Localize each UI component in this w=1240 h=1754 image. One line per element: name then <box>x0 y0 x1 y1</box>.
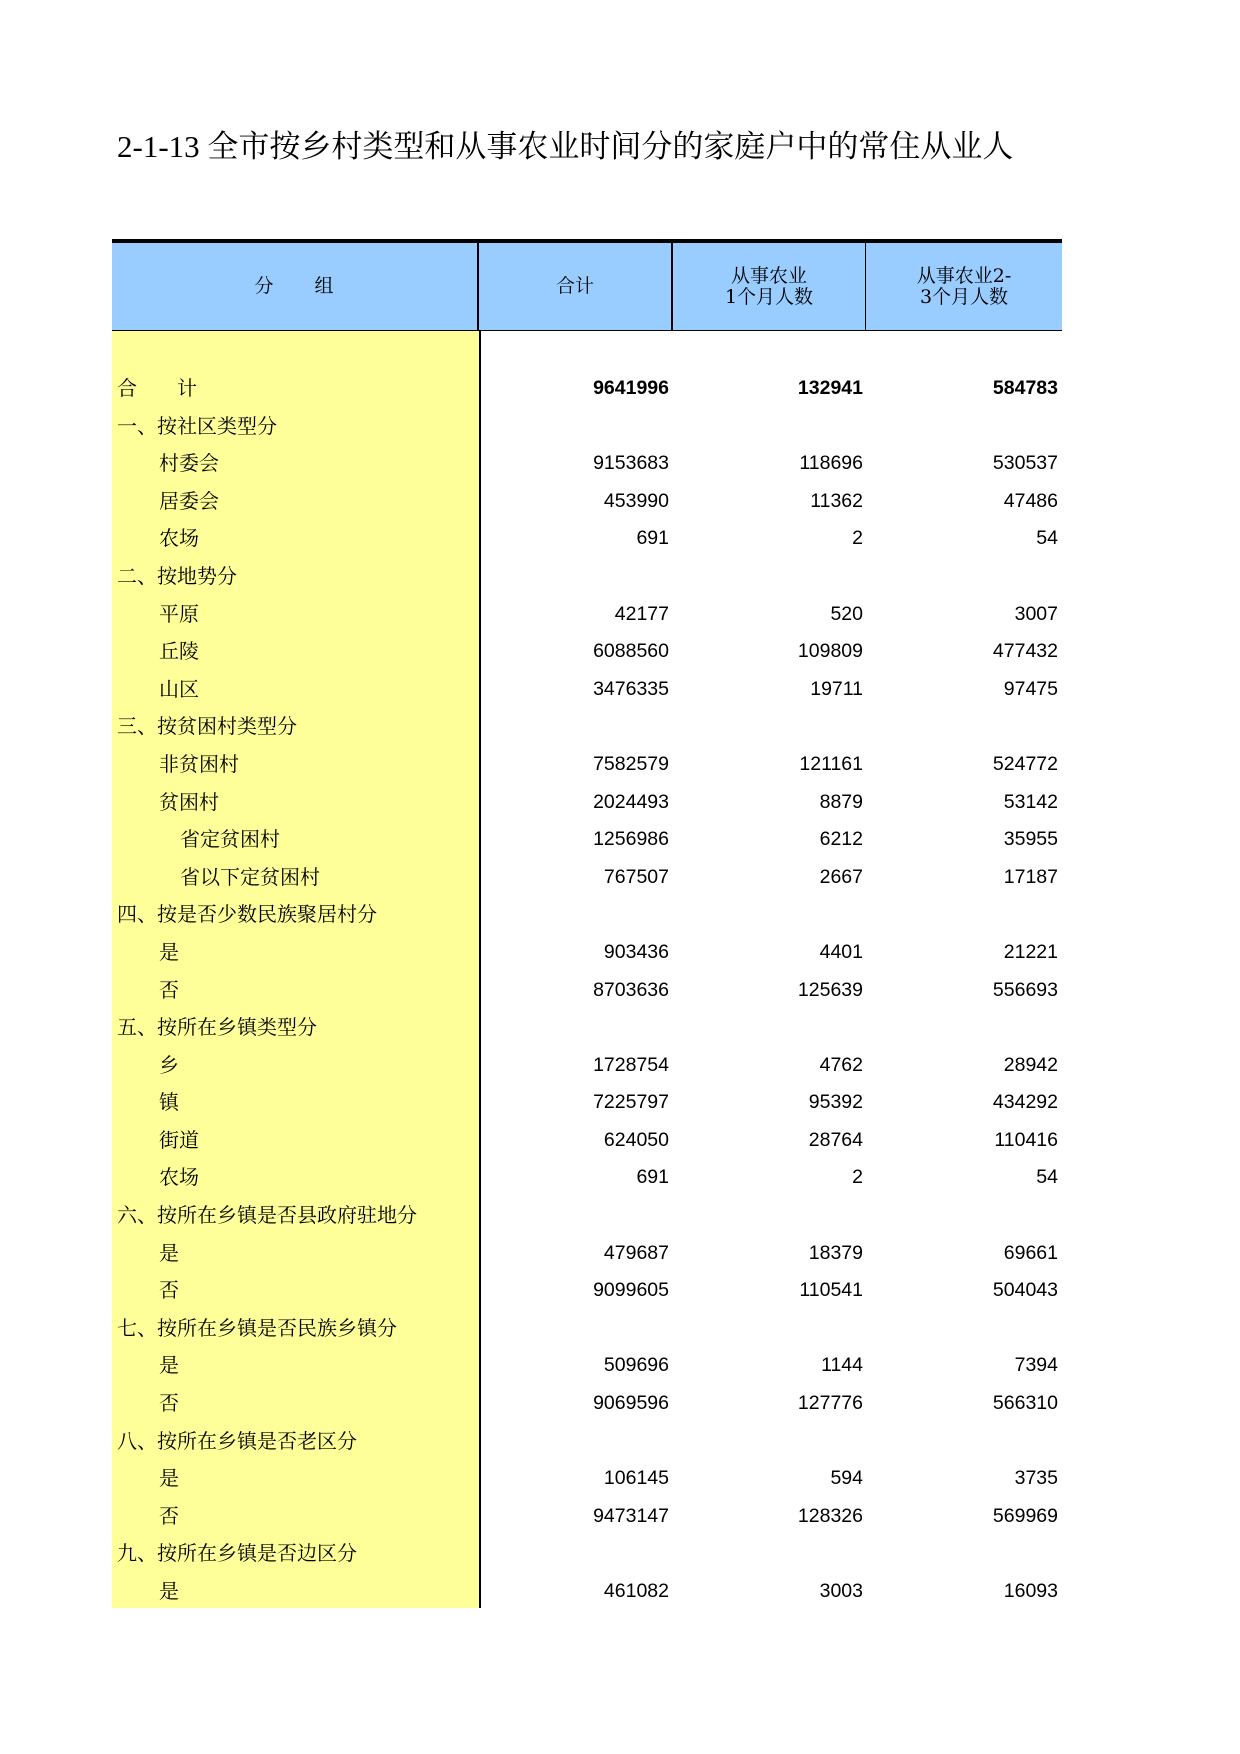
two-three-months-value: 21221 <box>1003 940 1058 963</box>
total-value <box>479 408 669 446</box>
row-label: 农场 <box>159 1165 199 1190</box>
table-row <box>112 821 1062 859</box>
two-three-months-value <box>866 408 1058 446</box>
table-row <box>112 408 1062 446</box>
total-value: 42177 <box>614 602 669 625</box>
total-value: 8703636 <box>593 978 669 1001</box>
row-label: 省定贫困村 <box>180 827 280 852</box>
table-row <box>112 1535 1062 1573</box>
one-month-value <box>673 408 863 446</box>
table-row <box>112 1084 1062 1122</box>
two-three-months-value: 110416 <box>994 1128 1058 1151</box>
two-three-months-value <box>866 1009 1058 1047</box>
total-value: 509696 <box>603 1354 669 1377</box>
one-month-value: 19711 <box>810 677 863 700</box>
one-month-value: 8879 <box>819 790 863 813</box>
one-month-value: 11362 <box>810 489 863 512</box>
two-three-months-value: 584783 <box>992 377 1058 399</box>
two-three-months-value: 28942 <box>1003 1053 1058 1076</box>
one-month-value <box>673 558 863 596</box>
total-value: 461082 <box>603 1580 669 1602</box>
row-label: 否 <box>159 977 179 1002</box>
two-three-months-value: 69661 <box>1003 1241 1058 1264</box>
total-value: 7582579 <box>593 752 669 775</box>
two-three-months-value: 54 <box>1036 527 1058 550</box>
row-label: 村委会 <box>159 451 219 476</box>
row-label: 是 <box>159 1579 179 1603</box>
two-three-months-value: 97475 <box>1003 677 1058 700</box>
table-header <box>112 243 1062 331</box>
one-month-value: 132941 <box>797 377 863 399</box>
total-value <box>479 708 669 746</box>
total-value <box>479 1423 669 1461</box>
table-row <box>112 633 1062 671</box>
table-row <box>112 1310 1062 1348</box>
row-label: 七、按所在乡镇是否民族乡镇分 <box>117 1315 397 1340</box>
table-row <box>112 1272 1062 1310</box>
two-three-months-value <box>866 1423 1058 1461</box>
header-two-three-months <box>866 243 1062 330</box>
one-month-value: 3003 <box>819 1580 863 1602</box>
two-three-months-value: 47486 <box>1003 489 1058 512</box>
header-one-month-label: 从事农业 1个月人数 <box>724 264 814 308</box>
row-label: 否 <box>159 1503 179 1528</box>
one-month-value: 2 <box>852 1166 863 1189</box>
two-three-months-value <box>866 1310 1058 1348</box>
row-label: 三、按贫困村类型分 <box>117 714 297 739</box>
one-month-value <box>673 708 863 746</box>
row-label: 镇 <box>159 1090 179 1115</box>
two-three-months-value: 53142 <box>1003 790 1058 813</box>
one-month-value: 4762 <box>819 1053 863 1076</box>
total-value: 3476335 <box>593 677 669 700</box>
row-label: 居委会 <box>159 488 219 513</box>
page-title: 2-1-13 全市按乡村类型和从事农业时间分的家庭户中的常住从业人 <box>117 129 1014 164</box>
one-month-value <box>673 1009 863 1047</box>
total-value <box>479 1009 669 1047</box>
one-month-value <box>673 896 863 934</box>
two-three-months-value: 3735 <box>1014 1467 1058 1490</box>
row-label: 合 计 <box>117 376 197 400</box>
two-three-months-value <box>866 896 1058 934</box>
two-three-months-value: 35955 <box>1003 828 1058 851</box>
table-row <box>112 1347 1062 1385</box>
two-three-months-value: 556693 <box>992 978 1058 1001</box>
row-label: 街道 <box>159 1127 199 1152</box>
two-three-months-value: 54 <box>1036 1166 1058 1189</box>
two-three-months-value: 566310 <box>992 1392 1058 1415</box>
two-three-months-value: 530537 <box>992 452 1058 475</box>
header-one-month <box>673 243 866 330</box>
table-row <box>112 1159 1062 1197</box>
one-month-value <box>673 1310 863 1348</box>
one-month-value: 118696 <box>799 452 863 475</box>
two-three-months-value: 504043 <box>992 1279 1058 1302</box>
table-row <box>112 934 1062 972</box>
total-value: 2024493 <box>593 790 669 813</box>
total-value: 9153683 <box>593 452 669 475</box>
total-value: 453990 <box>603 489 669 512</box>
two-three-months-value <box>866 1197 1058 1235</box>
row-label: 五、按所在乡镇类型分 <box>117 1015 317 1040</box>
row-label: 山区 <box>159 676 199 701</box>
row-label: 乡 <box>159 1052 179 1077</box>
total-value <box>479 1197 669 1235</box>
two-three-months-value: 524772 <box>992 752 1058 775</box>
two-three-months-value <box>866 708 1058 746</box>
one-month-value: 121161 <box>799 752 863 775</box>
one-month-value <box>673 1535 863 1573</box>
header-group-label: 分 组 <box>254 275 335 297</box>
two-three-months-value: 477432 <box>992 640 1058 663</box>
one-month-value: 28764 <box>808 1128 863 1151</box>
table-row <box>112 1573 1062 1611</box>
total-value <box>479 1535 669 1573</box>
table-row <box>112 558 1062 596</box>
table-row <box>112 1197 1062 1235</box>
two-three-months-value: 17187 <box>1003 865 1058 888</box>
total-value: 691 <box>636 527 669 550</box>
table-row <box>112 708 1062 746</box>
one-month-value: 127776 <box>797 1392 863 1415</box>
row-label: 是 <box>159 939 179 964</box>
total-value: 903436 <box>603 940 669 963</box>
one-month-value <box>673 1423 863 1461</box>
total-value <box>479 896 669 934</box>
row-label: 是 <box>159 1240 179 1265</box>
table-row <box>112 896 1062 934</box>
table-row <box>112 520 1062 558</box>
one-month-value: 125639 <box>797 978 863 1001</box>
row-label: 贫困村 <box>159 789 219 814</box>
row-label: 农场 <box>159 526 199 551</box>
total-value: 767507 <box>603 865 669 888</box>
table-row <box>112 1122 1062 1160</box>
two-three-months-value <box>866 558 1058 596</box>
table-row <box>112 1385 1062 1423</box>
row-label: 是 <box>159 1353 179 1378</box>
table-row <box>112 483 1062 521</box>
header-two-three-months-label: 从事农业2- 3个月人数 <box>916 264 1012 308</box>
row-label: 平原 <box>159 601 199 626</box>
total-value: 691 <box>636 1166 669 1189</box>
row-label: 九、按所在乡镇是否边区分 <box>117 1541 357 1566</box>
one-month-value <box>673 1197 863 1235</box>
row-label: 非贫困村 <box>159 751 239 776</box>
two-three-months-value: 3007 <box>1014 602 1058 625</box>
total-row <box>112 370 1062 408</box>
row-label: 六、按所在乡镇是否县政府驻地分 <box>117 1203 417 1228</box>
total-value: 1256986 <box>593 828 669 851</box>
one-month-value: 520 <box>830 602 863 625</box>
table-row <box>112 1423 1062 1461</box>
table-body <box>112 370 1062 1611</box>
total-value: 106145 <box>603 1467 669 1490</box>
row-label: 是 <box>159 1466 179 1491</box>
one-month-value: 594 <box>830 1467 863 1490</box>
one-month-value: 109809 <box>797 640 863 663</box>
total-value: 6088560 <box>593 640 669 663</box>
table-row <box>112 859 1062 897</box>
total-value: 9473147 <box>593 1504 669 1527</box>
one-month-value: 110541 <box>799 1279 863 1302</box>
table-row <box>112 596 1062 634</box>
one-month-value: 1144 <box>821 1354 863 1377</box>
total-value: 479687 <box>603 1241 669 1264</box>
one-month-value: 2667 <box>819 865 863 888</box>
header-total <box>479 243 673 330</box>
table-row <box>112 445 1062 483</box>
one-month-value: 128326 <box>797 1504 863 1527</box>
table-row <box>112 972 1062 1010</box>
header-group <box>112 243 479 330</box>
row-label: 八、按所在乡镇是否老区分 <box>117 1428 357 1453</box>
header-total-label: 合计 <box>555 275 594 297</box>
two-three-months-value: 7394 <box>1014 1354 1058 1377</box>
table-row <box>112 1009 1062 1047</box>
row-label: 四、按是否少数民族聚居村分 <box>117 902 377 927</box>
table-row <box>112 671 1062 709</box>
one-month-value: 18379 <box>808 1241 863 1264</box>
total-value: 1728754 <box>593 1053 669 1076</box>
total-value <box>479 558 669 596</box>
total-value: 7225797 <box>593 1091 669 1114</box>
total-value: 9099605 <box>593 1279 669 1302</box>
one-month-value: 6212 <box>819 828 863 851</box>
two-three-months-value: 16093 <box>1003 1580 1058 1602</box>
total-value <box>479 1310 669 1348</box>
row-label: 省以下定贫困村 <box>180 864 320 889</box>
row-label: 丘陵 <box>159 639 199 664</box>
two-three-months-value <box>866 1535 1058 1573</box>
table-row <box>112 784 1062 822</box>
row-label: 否 <box>159 1278 179 1303</box>
row-label: 否 <box>159 1391 179 1416</box>
one-month-value: 95392 <box>808 1091 863 1114</box>
table-row <box>112 1498 1062 1536</box>
total-value: 9069596 <box>593 1392 669 1415</box>
total-value: 624050 <box>603 1128 669 1151</box>
table-row <box>112 1047 1062 1085</box>
table-row <box>112 1460 1062 1498</box>
two-three-months-value: 569969 <box>992 1504 1058 1527</box>
table-row <box>112 1235 1062 1273</box>
one-month-value: 4401 <box>819 940 863 963</box>
row-label: 一、按社区类型分 <box>117 413 277 438</box>
row-label: 二、按地势分 <box>117 563 237 588</box>
two-three-months-value: 434292 <box>992 1091 1058 1114</box>
one-month-value: 2 <box>852 527 863 550</box>
total-value: 9641996 <box>593 377 669 399</box>
table-row <box>112 746 1062 784</box>
